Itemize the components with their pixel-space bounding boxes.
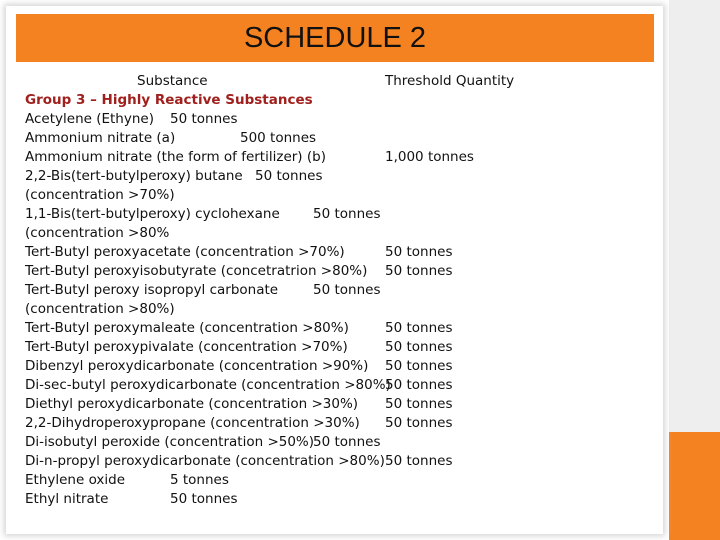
substance-line: Dibenzyl peroxydicarbonate (concentration >90%) [25,358,369,374]
substance-line: (concentration >70%) [25,187,175,203]
orange-accent-block [669,432,720,540]
threshold-quantity: 50 tonnes [385,339,453,355]
substance-line: 1,1-Bis(tert-butylperoxy) cyclohexane [25,206,280,222]
title-bar [16,14,654,62]
page-title: SCHEDULE 2 [243,21,427,54]
substance-line: Ethylene oxide [25,472,126,488]
threshold-quantity: 50 tonnes [385,453,453,469]
substance-line: (concentration >80%) [25,301,175,317]
substance-line: Tert-Butyl peroxypivalate (concentration >70%) [25,339,348,355]
threshold-quantity: 50 tonnes [385,377,453,393]
group-heading: Group 3 – Highly Reactive Substances [25,92,313,108]
threshold-quantity: 50 tonnes [385,244,453,260]
substance-line: Tert-Butyl peroxyisobutyrate (concetratrion >80%) [25,263,368,279]
inline-quantity: 50 tonnes [170,491,238,507]
substance-line: Ammonium nitrate (a) [25,130,176,146]
threshold-quantity: 50 tonnes [385,263,453,279]
substance-line: Acetylene (Ethyne) [25,111,154,127]
substance-line: Di-isobutyl peroxide (concentration >50%) [25,434,315,450]
substance-line: 2,2-Bis(tert-butylperoxy) butane [25,168,243,184]
substance-header: Substance [137,73,208,89]
substance-line: Diethyl peroxydicarbonate (concentration >30%) [25,396,359,412]
substance-line: Tert-Butyl peroxymaleate (concentration >80%) [25,320,349,336]
substance-line: Di-sec-butyl peroxydicarbonate (concentration >80%) [25,377,391,393]
substance-line: Tert-Butyl peroxyacetate (concentration >70%) [25,244,345,260]
substance-line: (concentration >80% [25,225,170,241]
threshold-quantity: 1,000 tonnes [385,149,474,165]
inline-quantity: 500 tonnes [240,130,317,146]
inline-quantity: 50 tonnes [313,206,381,222]
threshold-quantity: 50 tonnes [385,358,453,374]
threshold-quantity: 50 tonnes [385,396,453,412]
threshold-quantity: 50 tonnes [385,320,453,336]
substance-line: 2,2-Dihydroperoxypropane (concentration >30%) [25,415,360,431]
substance-line: Tert-Butyl peroxy isopropyl carbonate [25,282,279,298]
threshold-quantity: 50 tonnes [385,415,453,431]
inline-quantity: 50 tonnes [313,434,381,450]
inline-quantity: 50 tonnes [313,282,381,298]
inline-quantity: 50 tonnes [255,168,323,184]
substance-line: Ammonium nitrate (the form of fertilizer) (b) [25,149,326,165]
inline-quantity: 5 tonnes [170,472,229,488]
threshold-header: Threshold Quantity [385,73,515,89]
substance-line: Di-n-propyl peroxydicarbonate (concentration >80%) [25,453,385,469]
substance-line: Ethyl nitrate [25,491,109,507]
inline-quantity: 50 tonnes [170,111,238,127]
